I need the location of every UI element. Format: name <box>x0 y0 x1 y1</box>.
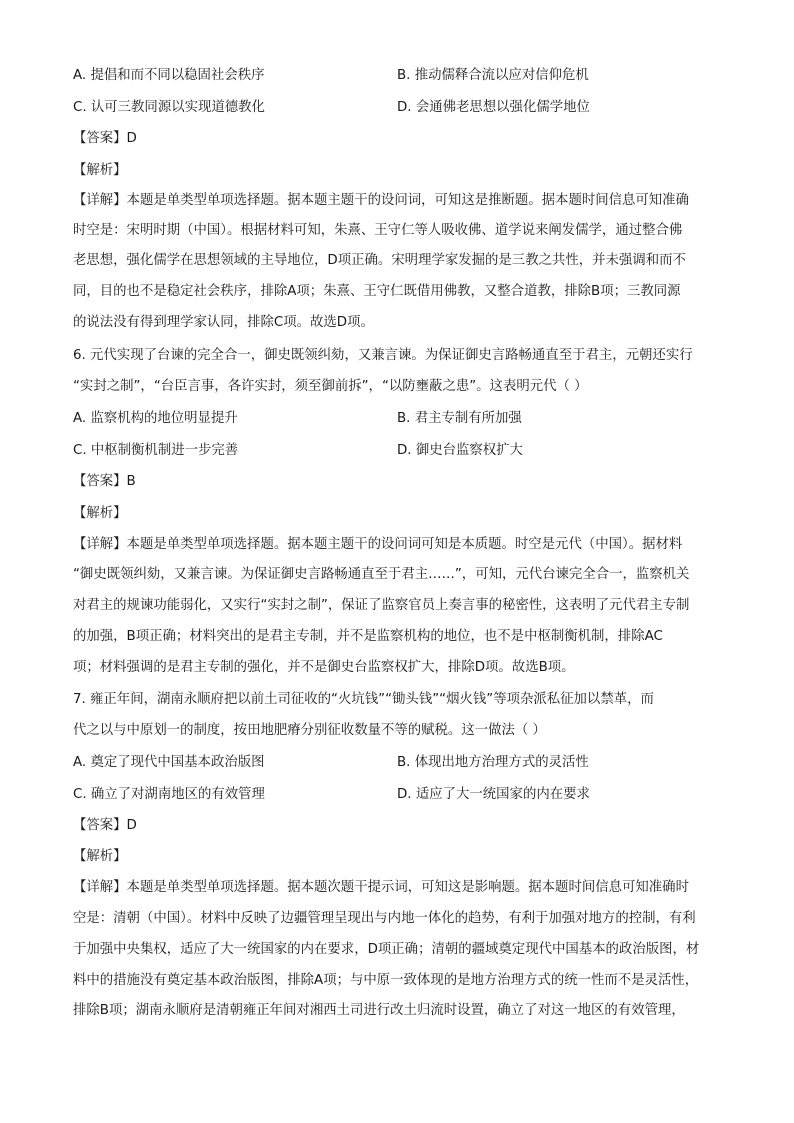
q5-detail-line: 的说法没有得到理学家认同，排除C项。故选D项。 <box>73 315 374 330</box>
q5-option-b: B. 推动儒释合流以应对信仰危机 <box>397 68 589 83</box>
q6-option-d: D. 御史台监察权扩大 <box>397 443 523 458</box>
q6-answer: 【答案】B <box>73 474 136 489</box>
q5-answer: 【答案】D <box>73 131 137 146</box>
q6-option-c: C. 中枢制衡机制进一步完善 <box>73 443 239 458</box>
q7-detail-line: 【详解】本题是单类型单项选择题。据本题次题干提示词，可知这是影响题。据本题时间信息可知准确时 <box>73 880 689 895</box>
q7-analysis-label: 【解析】 <box>73 849 127 864</box>
q6-detail-line: 【详解】本题是单类型单项选择题。据本题主题干的设问词可知是本质题。时空是元代（中国）。据材料 <box>73 537 683 552</box>
q6-detail-line: 的加强，B项正确；材料突出的是君主专制，并不是监察机构的地位，也不是中枢制衡机制，排除AC <box>73 629 663 644</box>
q7-detail-line: 料中的措施没有奠定基本政治版图，排除A项；与中原一致体现的是地方治理方式的统一性而不是灵活性， <box>73 973 699 988</box>
q6-detail-line: 对君主的规谏功能弱化，又实行“实封之制”，保证了监察官员上奏言事的秘密性，这表明了元代君主专制 <box>73 598 690 613</box>
q7-option-b: B. 体现出地方治理方式的灵活性 <box>397 755 589 770</box>
q5-detail-line: 【详解】本题是单类型单项选择题。据本题主题干的设问词，可知这是推断题。据本题时间信息可知准确 <box>73 193 689 208</box>
q5-option-c: C. 认可三教同源以实现道德教化 <box>73 100 265 115</box>
q5-option-a: A. 提倡和而不同以稳固社会秩序 <box>73 68 265 83</box>
q7-answer: 【答案】D <box>73 818 137 833</box>
q5-detail-line: 老思想，强化儒学在思想领域的主导地位，D项正确。宋明理学家发掘的是三教之共性，并未强调和而不 <box>73 253 686 268</box>
q5-detail-line: 时空是：宋明时期（中国）。根据材料可知，朱熹、王守仁等人吸收佛、道学说来阐发儒学，通过整合佛 <box>73 223 683 238</box>
q6-analysis-label: 【解析】 <box>73 506 127 521</box>
q6-stem-line: “实封之制”，“台臣言事，各许实封，须至御前拆”，“以防壅蔽之患”。这表明元代（ ） <box>73 379 588 394</box>
q7-option-d: D. 适应了大一统国家的内在要求 <box>397 787 590 802</box>
q5-option-d: D. 会通佛老思想以强化儒学地位 <box>397 100 590 115</box>
q7-stem-line: 代之以与中原划一的制度，按田地肥瘠分别征收数量不等的赋税。这一做法（ ） <box>73 723 546 738</box>
q6-option-a: A. 监察机构的地位明显提升 <box>73 411 238 426</box>
q5-detail-line: 同，目的也不是稳定社会秩序，排除A项；朱熹、王守仁既借用佛教，又整合道教，排除B项；三教同源 <box>73 284 681 299</box>
q5-analysis-label: 【解析】 <box>73 163 127 178</box>
q6-detail-line: 项；材料强调的是君主专制的强化，并不是御史台监察权扩大，排除D项。故选B项。 <box>73 660 575 675</box>
q7-detail-line: 排除B项；湖南永顺府是清朝雍正年间对湘西土司进行改土归流时设置，确立了对这一地区的有效管理， <box>73 1003 685 1018</box>
q6-option-b: B. 君主专制有所加强 <box>397 411 522 426</box>
q6-stem-line: 6. 元代实现了台谏的完全合一，御史既领纠劾，又兼言谏。为保证御史言路畅通直至于君主，元朝还实行 <box>73 348 693 363</box>
q7-option-c: C. 确立了对湖南地区的有效管理 <box>73 787 265 802</box>
q7-detail-line: 于加强中央集权，适应了大一统国家的内在要求，D项正确；清朝的疆域奠定现代中国基本的政治版图，材 <box>73 942 700 957</box>
q6-detail-line: “御史既领纠劾，又兼言谏。为保证御史言路畅通直至于君主……”，可知，元代台谏完全合一，监察机关 <box>73 567 690 582</box>
q7-detail-line: 空是：清朝（中国）。材料中反映了边疆管理呈现出与内地一体化的趋势，有利于加强对地方的控制，有利 <box>73 911 696 926</box>
q7-option-a: A. 奠定了现代中国基本政治版图 <box>73 755 265 770</box>
q7-stem-line: 7. 雍正年间，湖南永顺府把以前土司征收的“火坑钱”“锄头钱”“烟火钱”等项杂派私征加以禁革，而 <box>73 692 654 707</box>
